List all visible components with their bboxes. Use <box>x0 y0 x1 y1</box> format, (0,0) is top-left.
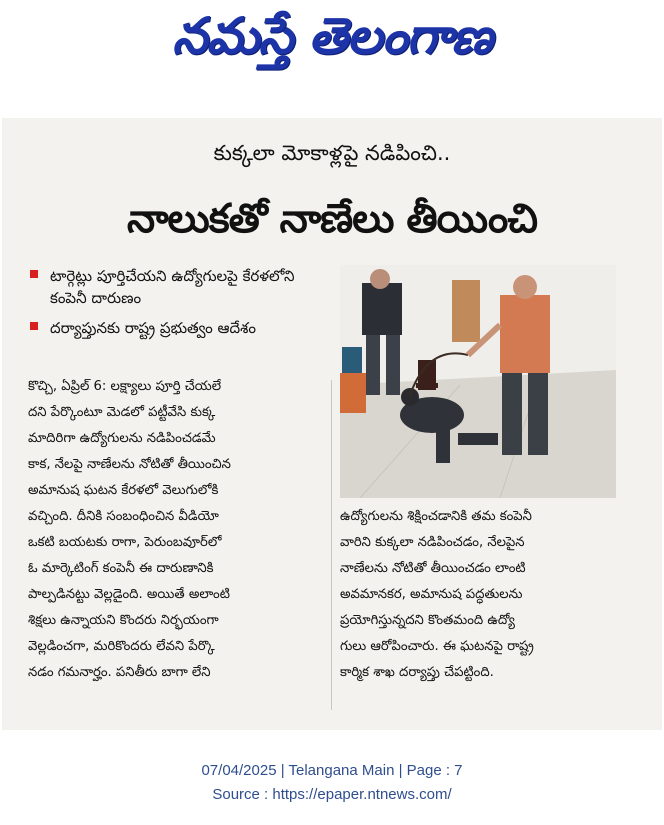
masthead-logo: నమస్తే తెలంగాణ <box>172 7 492 65</box>
bullet-item <box>26 317 326 339</box>
bullet-square-icon <box>30 322 38 330</box>
highlight-bullets <box>26 265 326 347</box>
photo-illustration <box>340 265 616 498</box>
news-photo <box>340 265 616 498</box>
column-divider <box>331 380 332 710</box>
article-kicker: కుక్కలా మోకాళ్లపై నడిపించి.. <box>213 141 451 165</box>
newspaper-masthead <box>0 0 664 118</box>
article-body-right-column: ఉద్యోగులను శిక్షించడానికి తమ కంపెనీ వారిని కుక్కలా నడిపించడం, నేలపైన నాణేలను నోటితో తీయించడం లాంటి అవమానకర, అమానుష పద్ధతులను ప్రయోగిస్తున్నదని కొంతమంది ఉద్యో గులు ఆరోపించారు. ఈ ఘటనపై రాష్ట్ర కార్మిక శాఖ దర్యాప్తు చేపట్టింది. <box>340 509 534 680</box>
bullet-text: టార్గెట్లు పూర్తిచేయని ఉద్యోగులపై కేరళలోని కంపెనీ దారుణం <box>50 267 295 307</box>
bullet-square-icon <box>30 270 38 278</box>
footer-date-edition-page: 07/04/2025 | Telangana Main | Page : 7 <box>201 762 463 779</box>
article-body-left-column: కొచ్చి, ఏప్రిల్ 6: లక్ష్యాలు పూర్తి చేయలే దని పేర్కొంటూ మెడలో పట్టీవేసి కుక్క మాదిరిగా ఉద్యోగులను నడిపించడమే కాక, నేలపై నాణేలను నోటితో తీయించిన అమానుష ఘటన కేరళలో వెలుగులోకి వచ్చింది. దీనికి సంబంధించిన వీడియో ఒకటి బయటకు రాగా, పెరుంబవూర్‌లో ఓ మార్కెటింగ్ కంపెనీ ఈ దారుణానికి పాల్పడినట్టు వెల్లడైంది. అయితే అలాంటి శిక్షలు ఉన్నాయని కొందరు నిర్భయంగా వెల్లడించగా, మరికొందరు లేవని పేర్కొ నడం గమనార్హం. పనితీరు బాగా లేని <box>28 379 231 680</box>
bullet-text: దర్యాప్తునకు రాష్ట్ర ప్రభుత్వం ఆదేశం <box>50 319 256 337</box>
article-headline: నాలుకతో నాణేలు తీయించి <box>127 196 537 242</box>
bullet-item <box>26 265 326 309</box>
footer-source-link[interactable]: Source : https://epaper.ntnews.com/ <box>212 786 452 803</box>
